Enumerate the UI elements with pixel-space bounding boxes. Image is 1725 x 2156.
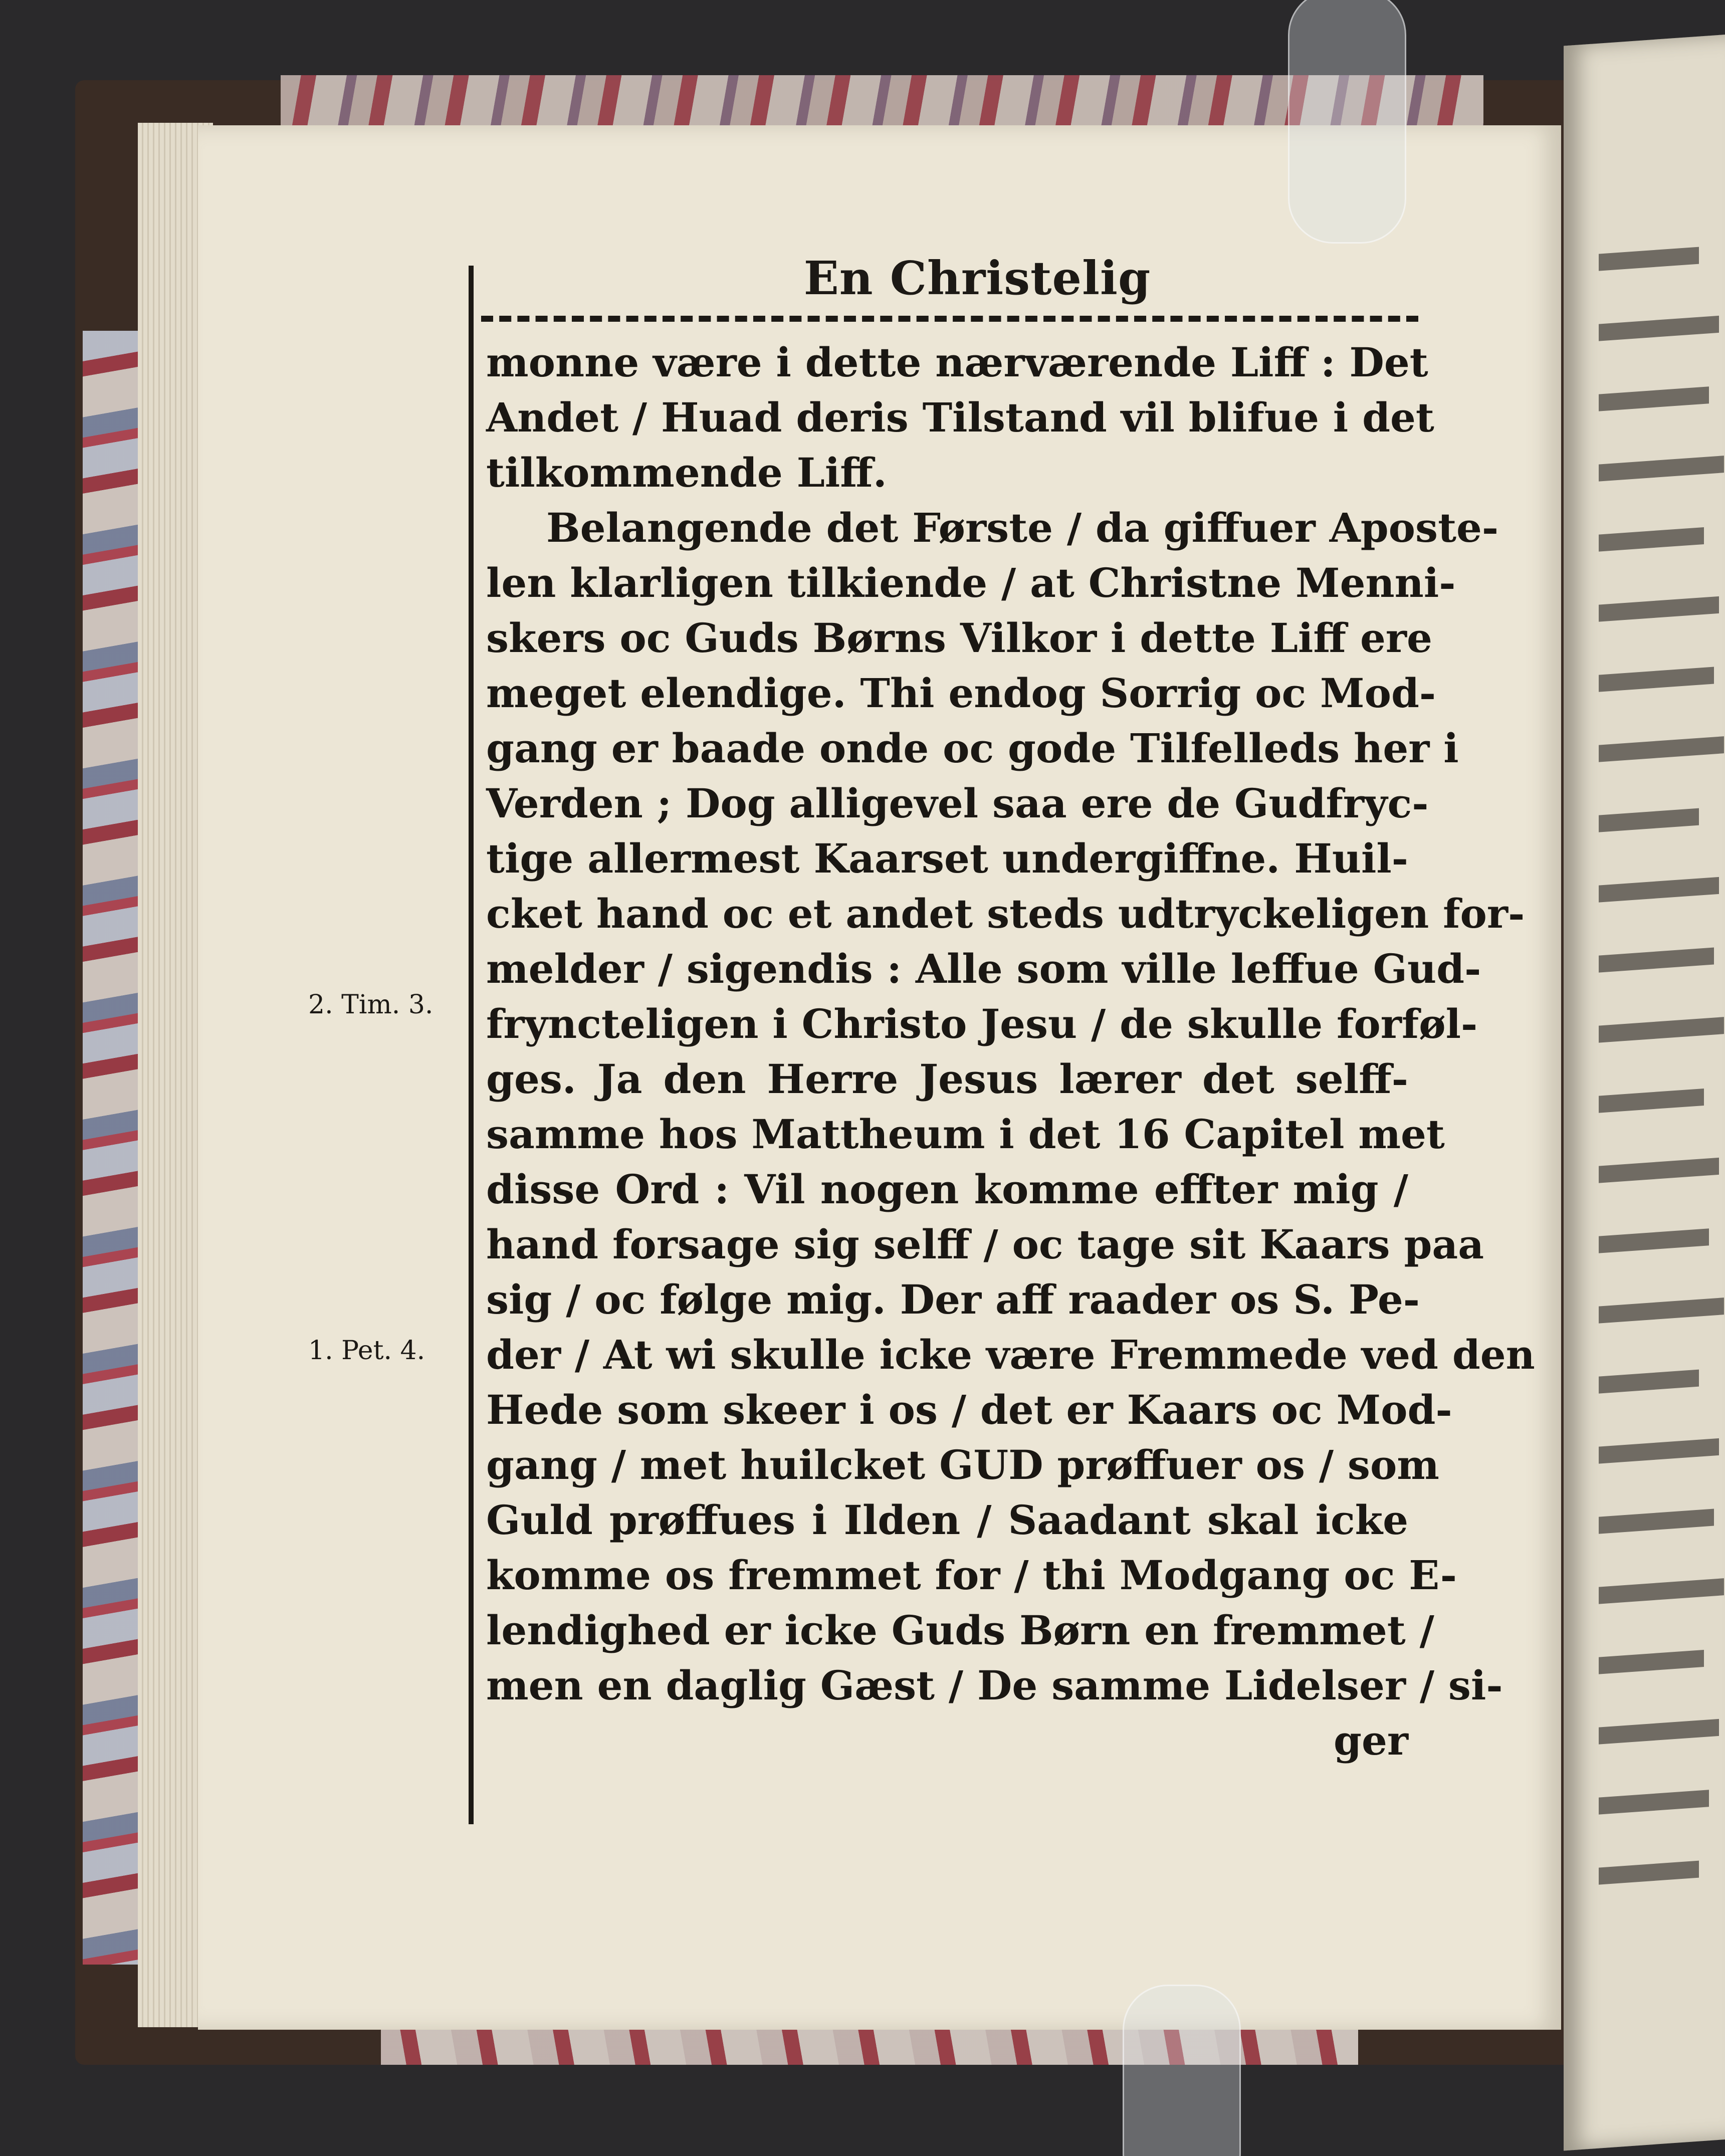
text-line: lendighed er icke Guds Børn en fremmet / (486, 1607, 1434, 1654)
text-line: hand forsage sig selff / oc tage sit Kaars paa (486, 1221, 1484, 1268)
text-line: len klarligen tilkiende / at Christne Menni- (486, 559, 1456, 606)
text-line: monne være i dette nærværende Liff : Det (486, 339, 1428, 386)
catchword: ger (1334, 1717, 1408, 1764)
glass-page-weight (1123, 1985, 1241, 2156)
text-line: ges. Ja den Herre Jesus lærer det selff- (486, 1055, 1408, 1103)
text-line: gang er baade onde oc gode Tilfelleds her i (486, 725, 1459, 772)
text-line: disse Ord : Vil nogen komme effter mig / (486, 1166, 1408, 1213)
text-line: fryncteligen i Christo Jesu / de skulle forføl- (486, 1000, 1478, 1047)
text-line: der / At wi skulle icke være Fremmede ved den (486, 1331, 1535, 1378)
glass-page-weight (1288, 0, 1406, 244)
body-text (486, 335, 1535, 1768)
text-line: Hede som skeer i os / det er Kaars oc Mod- (486, 1386, 1452, 1433)
margin-rule (469, 266, 474, 1824)
text-line: Belangende det Første / da giffuer Aposte- (546, 504, 1499, 551)
margin-note-reference: 1. Pet. 4. (308, 1336, 425, 1366)
header-rule (481, 316, 1418, 322)
text-line: Andet / Huad deris Tilstand vil blifue i det (486, 394, 1434, 441)
text-line: melder / sigendis : Alle som ville leffue Gud- (486, 945, 1481, 992)
text-line: skers oc Guds Børns Vilkor i dette Liff ere (486, 614, 1432, 662)
facing-page (1564, 34, 1725, 2150)
margin-note-reference: 2. Tim. 3. (308, 990, 434, 1020)
text-line: gang / met huilcket GUD prøffuer os / som (486, 1441, 1439, 1488)
text-line: sig / oc følge mig. Der aff raader os S. Pe- (486, 1276, 1420, 1323)
text-line: samme hos Mattheum i det 16 Capitel met (486, 1111, 1445, 1158)
text-line: cket hand oc et andet steds udtryckeligen for- (486, 890, 1525, 937)
running-head: En Christelig (803, 251, 1151, 305)
text-line: men en daglig Gæst / De samme Lidelser / si- (486, 1662, 1503, 1709)
text-line: tilkommende Liff. (486, 449, 887, 496)
text-line: komme os fremmet for / thi Modgang oc E- (486, 1552, 1457, 1599)
text-line: meget elendige. Thi endog Sorrig oc Mod- (486, 670, 1436, 717)
text-line: tige allermest Kaarset undergiffne. Huil- (486, 835, 1408, 882)
text-line: Guld prøffues i Ilden / Saadant skal icke (486, 1496, 1408, 1544)
text-line: Verden ; Dog alligevel saa ere de Gudfryc- (486, 780, 1429, 827)
